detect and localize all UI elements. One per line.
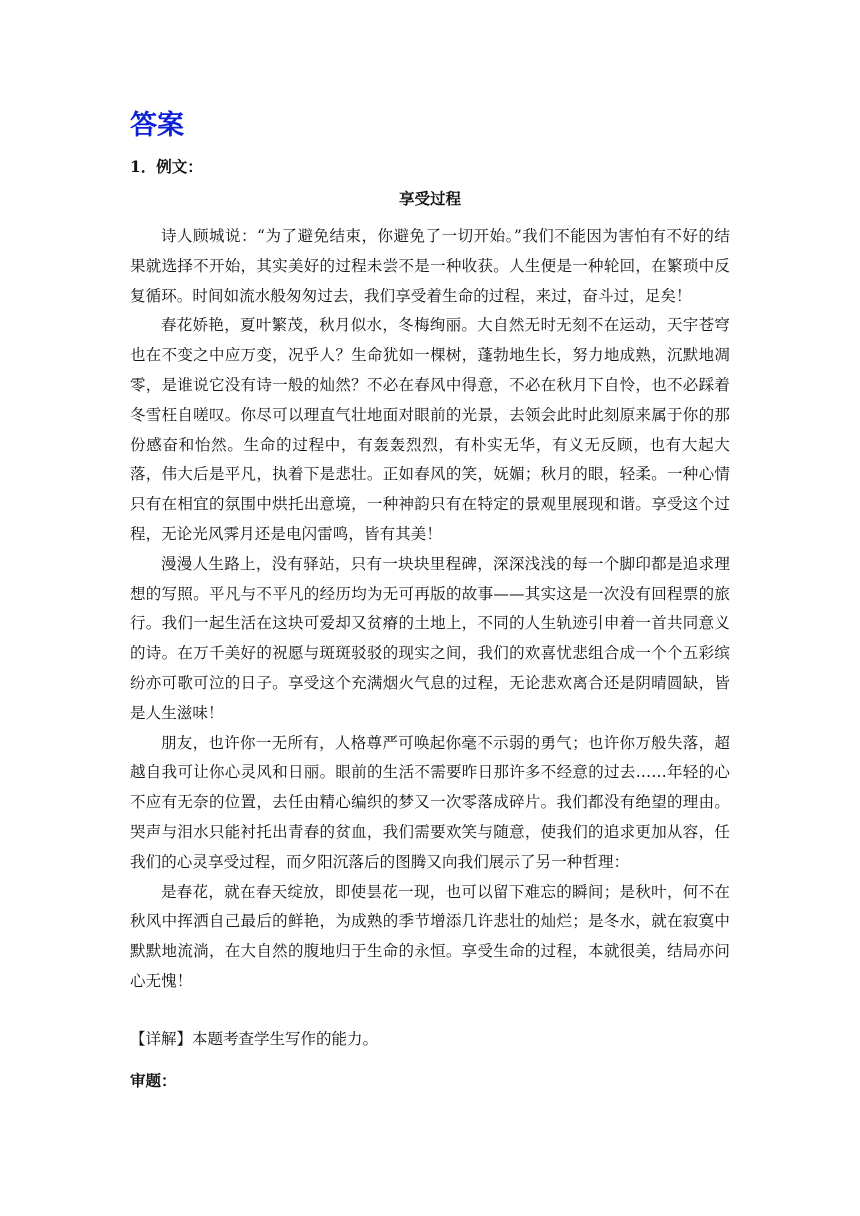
section-label-shenti: 审题：	[130, 1072, 177, 1090]
essay-paragraph: 是春花，就在春天绽放，即使昙花一现，也可以留下难忘的瞬间；是秋叶，何不在秋风中挥洒自己最后的鲜艳，为成熟的季节增添几许悲壮的灿烂；是冬水，就在寂寞中默默地流淌，在大自然的腹地归于生命的永恒。享受生命的过程，本就很美，结局亦问心无愧！	[130, 882, 730, 990]
essay-paragraph: 漫漫人生路上，没有驿站，只有一块块里程碑，深深浅浅的每一个脚印都是追求理想的写照。平凡与不平凡的经历均为无可再版的故事——其实这是一次没有回程票的旅行。我们一起生活在这块可爱却又贫瘠的土地上，不同的人生轨迹引申着一首共同意义的诗。在万千美好的祝愿与斑斑驳驳的现实之间，我们的欢喜忧悲组合成一个个五彩缤纷亦可歌可泣的日子。享受这个充满烟火气息的过程，无论悲欢离合还是阴晴圆缺，皆是人生滋味！	[130, 554, 730, 722]
essay-paragraph: 春花娇艳，夏叶繁茂，秋月似水，冬梅绚丽。大自然无时无刻不在运动，天宇苍穹也在不变之中应万变，况乎人？生命犹如一棵树，蓬勃地生长，努力地成熟，沉默地凋零，是谁说它没有诗一般的灿然？不必在春风中得意，不必在秋月下自怜，也不必踩着冬雪枉自嗟叹。你尽可以理直气壮地面对眼前的光景，去领会此时此刻原来属于你的那份感奋和怡然。生命的过程中，有轰轰烈烈，有朴实无华，有义无反顾，也有大起大落，伟大后是平凡，执着下是悲壮。正如春风的笑，妩媚；秋月的眼，轻柔。一种心情只有在相宜的氛围中烘托出意境，一种神韵只有在特定的景观里展现和谐。享受这个过程，无论光风霁月还是电闪雷鸣，皆有其美！	[130, 316, 730, 543]
answer-heading: 答案	[130, 110, 184, 141]
question-number-line	[130, 154, 203, 180]
essay-paragraph: 诗人顾城说：“为了避免结束，你避免了一切开始。”我们不能因为害怕有不好的结果就选择不开始，其实美好的过程未尝不是一种收获。人生便是一种轮回，在繁琐中反复循环。时间如流水般匆匆过去，我们享受着生命的过程，来过，奋斗过，足矣！	[130, 227, 730, 305]
essay-paragraph: 朋友，也许你一无所有，人格尊严可唤起你毫不示弱的勇气；也许你万般失落，超越自我可让你心灵风和日丽。眼前的生活不需要昨日那许多不经意的过去……年轻的心不应有无奈的位置，去任由精心编织的梦又一次零落成碎片。我们都没有绝望的理由。哭声与泪水只能衬托出青春的贫血，我们需要欢笑与随意，使我们的追求更加从容，任我们的心灵享受过程，而夕阳沉落后的图腾又向我们展示了另一种哲理：	[130, 733, 730, 871]
question-number: 1．	[130, 157, 157, 176]
question-label: 例文：	[156, 157, 203, 176]
essay-title: 享受过程	[398, 190, 461, 208]
essay-body	[130, 222, 730, 997]
detail-explanation: 【详解】本题考查学生写作的能力。	[130, 1030, 379, 1048]
